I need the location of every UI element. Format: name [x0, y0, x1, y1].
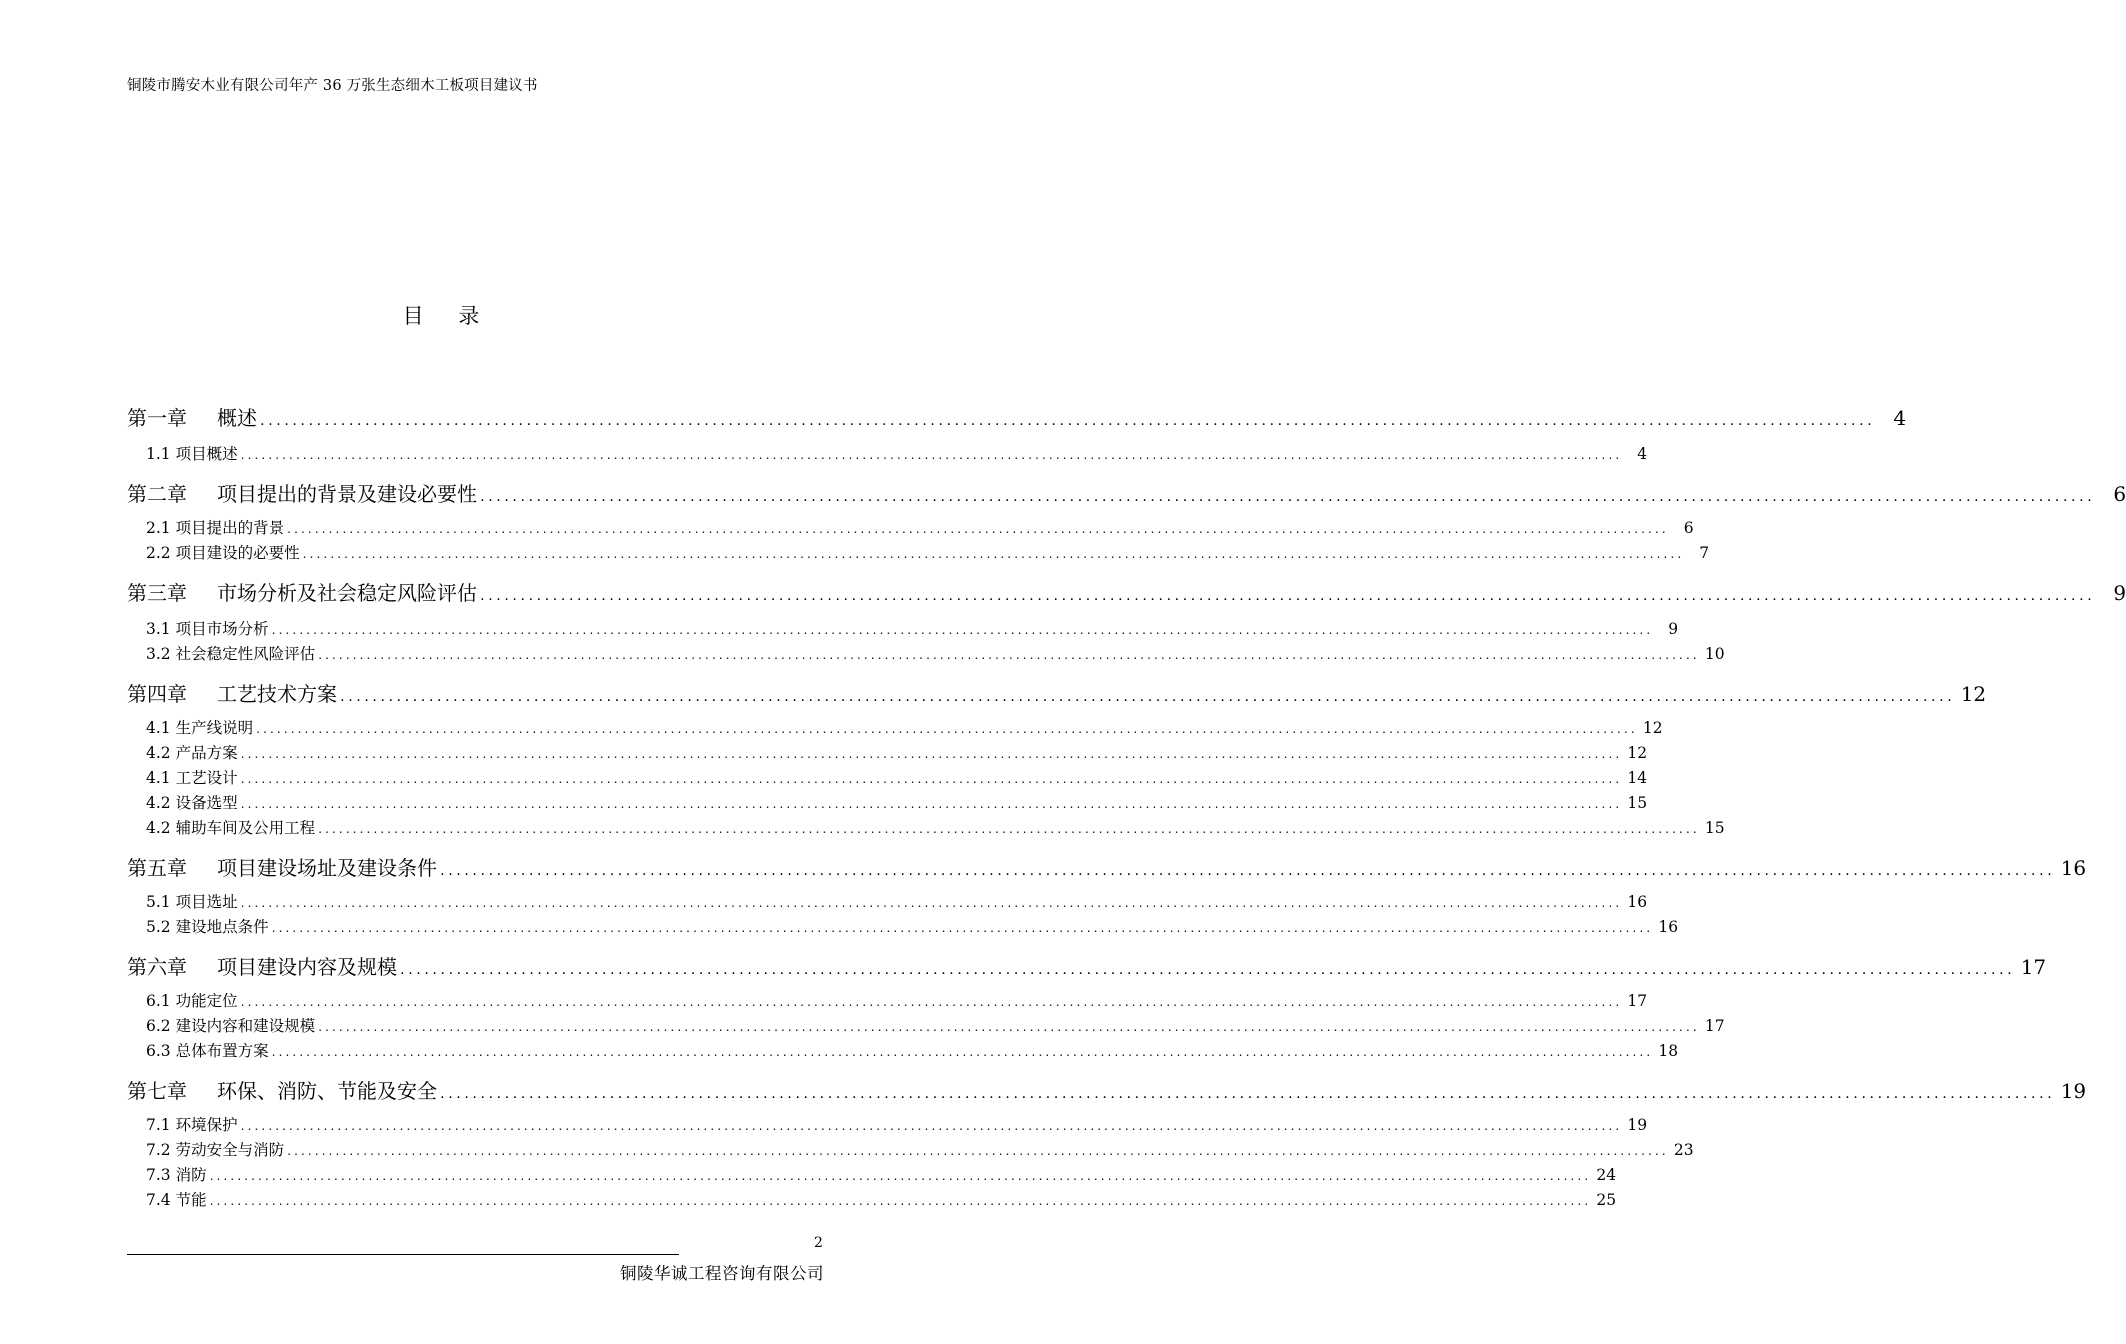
toc-section-entry[interactable]	[146, 541, 1710, 563]
toc-entry-title: 2.1 项目提出的背景	[146, 519, 285, 537]
toc-entry-label	[146, 1113, 238, 1135]
toc-entry-title: 7.1 环境保护	[146, 1116, 238, 1134]
toc-page-number: 17	[2020, 955, 2047, 979]
toc-section-entry[interactable]	[146, 442, 1648, 464]
footer-divider	[127, 1254, 679, 1255]
toc-entry-label	[146, 617, 269, 639]
toc-chapter-entry[interactable]	[127, 678, 1987, 707]
toc-dot-leader: ․․․․․․․․․․․․․․․․․․․․․․․․․․․․․․․․․․․․․․․․․․․․․․․․․․․․․․․․․․․․․․․․․․․․․․․․․․․․․․․․․․․․․․․․․․․․․․․․․․․․․․․․․․․․․․․․․․․․․․․․․․․․․․․․․․․․․․․․․․․․․․․․․․․․․․․․․․․․․․․․․․․․․․․․․․․․․․․․․․․․․․․․․․․․․․․․․․․․․․․․	[271, 921, 1654, 935]
toc-entry-title: 项目建设场址及建设条件	[217, 856, 437, 880]
toc-section-entry[interactable]	[146, 516, 1694, 538]
toc-entry-label	[146, 442, 238, 464]
toc-entry-label	[127, 678, 337, 707]
toc-page-number: 16	[2060, 856, 2087, 880]
toc-dot-leader: ․․․․․․․․․․․․․․․․․․․․․․․․․․․․․․․․․․․․․․․․․․․․․․․․․․․․․․․․․․․․․․․․․․․․․․․․․․․․․․․․․․․․․․․․․․․․․․․․․․․․․․․․․․․․․․․․․․․․․․․․․․․․․․․․․․․․․․․․․․․․․․․․․․․․․․․․․․․․․․․․․․․․․․․․․․․․․․․․․․․․․․․․․․․․․․․․․․․․․․․․	[480, 588, 2096, 604]
toc-page-number: 12	[1960, 682, 1987, 706]
toc-dot-leader: ․․․․․․․․․․․․․․․․․․․․․․․․․․․․․․․․․․․․․․․․․․․․․․․․․․․․․․․․․․․․․․․․․․․․․․․․․․․․․․․․․․․․․․․․․․․․․․․․․․․․․․․․․․․․․․․․․․․․․․․․․․․․․․․․․․․․․․․․․․․․․․․․․․․․․․․․․․․․․․․․․․․․․․․․․․․․․․․․․․․․․․․․․․․․․․․․․․․․․․․․	[440, 863, 2056, 879]
toc-entry-title: 3.2 社会稳定性风险评估	[146, 645, 316, 663]
toc-entry-title: 7.4 节能	[146, 1191, 207, 1209]
toc-section-entry[interactable]	[146, 890, 1648, 912]
toc-chapter-number: 第七章	[127, 1079, 187, 1103]
toc-page-number: 24	[1596, 1166, 1617, 1184]
toc-entry-label	[146, 741, 238, 763]
toc-page-number: 10	[1704, 645, 1725, 663]
toc-chapter-entry[interactable]	[127, 577, 2126, 606]
toc-page-number: 19	[2060, 1079, 2087, 1103]
toc-entry-label	[127, 951, 397, 980]
toc-entry-title: 4.1 工艺设计	[146, 769, 238, 787]
toc-dot-leader: ․․․․․․․․․․․․․․․․․․․․․․․․․․․․․․․․․․․․․․․․․․․․․․․․․․․․․․․․․․․․․․․․․․․․․․․․․․․․․․․․․․․․․․․․․․․․․․․․․․․․․․․․․․․․․․․․․․․․․․․․․․․․․․․․․․․․․․․․․․․․․․․․․․․․․․․․․․․․․․․․․․․․․․․․․․․․․․․․․․․․․․․․․․․․․․․․․․․․․․․․	[240, 772, 1623, 786]
toc-page-number: 4	[1637, 445, 1648, 463]
toc-dot-leader: ․․․․․․․․․․․․․․․․․․․․․․․․․․․․․․․․․․․․․․․․․․․․․․․․․․․․․․․․․․․․․․․․․․․․․․․․․․․․․․․․․․․․․․․․․․․․․․․․․․․․․․․․․․․․․․․․․․․․․․․․․․․․․․․․․․․․․․․․․․․․․․․․․․․․․․․․․․․․․․․․․․․․․․․․․․․․․․․․․․․․․․․․․․․․․․․․․․․․․․․․	[340, 689, 1956, 705]
toc-section-entry[interactable]	[146, 791, 1648, 813]
toc-page-number: 19	[1627, 1116, 1648, 1134]
toc-chapter-number: 第二章	[127, 482, 187, 506]
toc-chapter-number: 第五章	[127, 856, 187, 880]
toc-chapter-entry[interactable]	[127, 951, 2047, 980]
toc-dot-leader: ․․․․․․․․․․․․․․․․․․․․․․․․․․․․․․․․․․․․․․․․․․․․․․․․․․․․․․․․․․․․․․․․․․․․․․․․․․․․․․․․․․․․․․․․․․․․․․․․․․․․․․․․․․․․․․․․․․․․․․․․․․․․․․․․․․․․․․․․․․․․․․․․․․․․․․․․․․․․․․․․․․․․․․․․․․․․․․․․․․․․․․․․․․․․․․․․․․․․․․․․	[318, 648, 1700, 662]
toc-entry-title: 3.1 项目市场分析	[146, 620, 269, 638]
toc-dot-leader: ․․․․․․․․․․․․․․․․․․․․․․․․․․․․․․․․․․․․․․․․․․․․․․․․․․․․․․․․․․․․․․․․․․․․․․․․․․․․․․․․․․․․․․․․․․․․․․․․․․․․․․․․․․․․․․․․․․․․․․․․․․․․․․․․․․․․․․․․․․․․․․․․․․․․․․․․․․․․․․․․․․․․․․․․․․․․․․․․․․․․․․․․․․․․․․․․․․․․․․․․	[240, 1119, 1623, 1133]
toc-dot-leader: ․․․․․․․․․․․․․․․․․․․․․․․․․․․․․․․․․․․․․․․․․․․․․․․․․․․․․․․․․․․․․․․․․․․․․․․․․․․․․․․․․․․․․․․․․․․․․․․․․․․․․․․․․․․․․․․․․․․․․․․․․․․․․․․․․․․․․․․․․․․․․․․․․․․․․․․․․․․․․․․․․․․․․․․․․․․․․․․․․․․․․․․․․․․․․․․․․․․․․․․․	[240, 995, 1623, 1009]
toc-page-number: 16	[1658, 918, 1679, 936]
toc-page-number: 12	[1627, 744, 1648, 762]
toc-dot-leader: ․․․․․․․․․․․․․․․․․․․․․․․․․․․․․․․․․․․․․․․․․․․․․․․․․․․․․․․․․․․․․․․․․․․․․․․․․․․․․․․․․․․․․․․․․․․․․․․․․․․․․․․․․․․․․․․․․․․․․․․․․․․․․․․․․․․․․․․․․․․․․․․․․․․․․․․․․․․․․․․․․․․․․․․․․․․․․․․․․․․․․․․․․․․․․․․․․․․․․․․․	[271, 623, 1654, 637]
toc-section-entry[interactable]	[146, 915, 1679, 937]
toc-chapter-entry[interactable]	[127, 402, 1907, 431]
toc-entry-title: 7.2 劳动安全与消防	[146, 1141, 285, 1159]
toc-dot-leader: ․․․․․․․․․․․․․․․․․․․․․․․․․․․․․․․․․․․․․․․․․․․․․․․․․․․․․․․․․․․․․․․․․․․․․․․․․․․․․․․․․․․․․․․․․․․․․․․․․․․․․․․․․․․․․․․․․․․․․․․․․․․․․․․․․․․․․․․․․․․․․․․․․․․․․․․․․․․․․․․․․․․․․․․․․․․․․․․․․․․․․․․․․․․․․․․․․․․․․․․․	[240, 448, 1623, 462]
toc-entry-label	[127, 1075, 437, 1104]
toc-entry-title: 6.1 功能定位	[146, 992, 238, 1010]
toc-chapter-number: 第三章	[127, 581, 187, 605]
toc-section-entry[interactable]	[146, 989, 1648, 1011]
toc-entry-label	[146, 541, 300, 563]
toc-dot-leader: ․․․․․․․․․․․․․․․․․․․․․․․․․․․․․․․․․․․․․․․․․․․․․․․․․․․․․․․․․․․․․․․․․․․․․․․․․․․․․․․․․․․․․․․․․․․․․․․․․․․․․․․․․․․․․․․․․․․․․․․․․․․․․․․․․․․․․․․․․․․․․․․․․․․․․․․․․․․․․․․․․․․․․․․․․․․․․․․․․․․․․․․․․․․․․․․․․․․․․․․․	[240, 747, 1623, 761]
toc-entry-label	[146, 716, 253, 738]
toc-entry-label	[146, 516, 284, 538]
toc-entry-title: 环保、消防、节能及安全	[217, 1079, 437, 1103]
toc-chapter-number: 第四章	[127, 682, 187, 706]
toc-page-number: 4	[1893, 406, 1907, 430]
toc-page-number: 6	[1683, 519, 1694, 537]
toc-section-entry[interactable]	[146, 642, 1725, 664]
toc-entry-label	[146, 1039, 269, 1061]
toc-section-entry[interactable]	[146, 1138, 1694, 1160]
toc-entry-title: 5.2 建设地点条件	[146, 918, 269, 936]
toc-page-number: 15	[1627, 794, 1648, 812]
toc-page-number: 17	[1627, 992, 1648, 1010]
toc-entry-label	[146, 791, 238, 813]
toc-page-number: 23	[1673, 1141, 1694, 1159]
toc-section-entry[interactable]	[146, 816, 1725, 838]
toc-dot-leader: ․․․․․․․․․․․․․․․․․․․․․․․․․․․․․․․․․․․․․․․․․․․․․․․․․․․․․․․․․․․․․․․․․․․․․․․․․․․․․․․․․․․․․․․․․․․․․․․․․․․․․․․․․․․․․․․․․․․․․․․․․․․․․․․․․․․․․․․․․․․․․․․․․․․․․․․․․․․․․․․․․․․․․․․․․․․․․․․․․․․․․․․․․․․․․․․․․․․․․․․․	[400, 962, 2016, 978]
toc-entry-title: 7.3 消防	[146, 1166, 207, 1184]
toc-chapter-entry[interactable]	[127, 1075, 2087, 1104]
toc-entry-label	[146, 1163, 207, 1185]
toc-chapter-entry[interactable]	[127, 478, 2126, 507]
toc-entry-title: 工艺技术方案	[217, 682, 337, 706]
toc-dot-leader: ․․․․․․․․․․․․․․․․․․․․․․․․․․․․․․․․․․․․․․․․․․․․․․․․․․․․․․․․․․․․․․․․․․․․․․․․․․․․․․․․․․․․․․․․․․․․․․․․․․․․․․․․․․․․․․․․․․․․․․․․․․․․․․․․․․․․․․․․․․․․․․․․․․․․․․․․․․․․․․․․․․․․․․․․․․․․․․․․․․․․․․․․․․․․․․․․․․․․․․․․	[240, 797, 1623, 811]
toc-dot-leader: ․․․․․․․․․․․․․․․․․․․․․․․․․․․․․․․․․․․․․․․․․․․․․․․․․․․․․․․․․․․․․․․․․․․․․․․․․․․․․․․․․․․․․․․․․․․․․․․․․․․․․․․․․․․․․․․․․․․․․․․․․․․․․․․․․․․․․․․․․․․․․․․․․․․․․․․․․․․․․․․․․․․․․․․․․․․․․․․․․․․․․․․․․․․․․․․․․․․․․․․․	[209, 1169, 1592, 1183]
toc-section-entry[interactable]	[146, 1014, 1725, 1036]
toc-entry-title: 4.1 生产线说明	[146, 719, 254, 737]
toc-entry-title: 4.2 设备选型	[146, 794, 238, 812]
toc-section-entry[interactable]	[146, 716, 1663, 738]
toc-entry-title: 项目提出的背景及建设必要性	[217, 482, 477, 506]
toc-chapter-entry[interactable]	[127, 852, 2087, 881]
toc-section-entry[interactable]	[146, 1163, 1617, 1185]
toc-page-number: 9	[2113, 581, 2126, 605]
toc-dot-leader: ․․․․․․․․․․․․․․․․․․․․․․․․․․․․․․․․․․․․․․․․․․․․․․․․․․․․․․․․․․․․․․․․․․․․․․․․․․․․․․․․․․․․․․․․․․․․․․․․․․․․․․․․․․․․․․․․․․․․․․․․․․․․․․․․․․․․․․․․․․․․․․․․․․․․․․․․․․․․․․․․․․․․․․․․․․․․․․․․․․․․․․․․․․․․․․․․․․․․․․․․	[302, 547, 1685, 561]
toc-entry-label	[146, 1138, 284, 1160]
toc-section-entry[interactable]	[146, 766, 1648, 788]
toc-entry-title: 概述	[217, 406, 257, 430]
toc-dot-leader: ․․․․․․․․․․․․․․․․․․․․․․․․․․․․․․․․․․․․․․․․․․․․․․․․․․․․․․․․․․․․․․․․․․․․․․․․․․․․․․․․․․․․․․․․․․․․․․․․․․․․․․․․․․․․․․․․․․․․․․․․․․․․․․․․․․․․․․․․․․․․․․․․․․․․․․․․․․․․․․․․․․․․․․․․․․․․․․․․․․․․․․․․․․․․․․․․․․․․․․․․	[209, 1194, 1592, 1208]
toc-entry-label	[127, 852, 437, 881]
toc-entry-label	[146, 989, 238, 1011]
toc-page-number: 12	[1642, 719, 1663, 737]
toc-entry-label	[146, 915, 269, 937]
toc-heading: 目 录	[402, 304, 494, 328]
toc-entry-label	[127, 577, 477, 606]
toc-dot-leader: ․․․․․․․․․․․․․․․․․․․․․․․․․․․․․․․․․․․․․․․․․․․․․․․․․․․․․․․․․․․․․․․․․․․․․․․․․․․․․․․․․․․․․․․․․․․․․․․․․․․․․․․․․․․․․․․․․․․․․․․․․․․․․․․․․․․․․․․․․․․․․․․․․․․․․․․․․․․․․․․․․․․․․․․․․․․․․․․․․․․․․․․․․․․․․․․․․․․․․․․․	[256, 722, 1638, 736]
toc-entry-title: 市场分析及社会稳定风险评估	[217, 581, 477, 605]
toc-entry-title: 4.2 辅助车间及公用工程	[146, 819, 316, 837]
toc-page-number: 18	[1658, 1042, 1679, 1060]
toc-entry-label	[146, 1014, 315, 1036]
toc-dot-leader: ․․․․․․․․․․․․․․․․․․․․․․․․․․․․․․․․․․․․․․․․․․․․․․․․․․․․․․․․․․․․․․․․․․․․․․․․․․․․․․․․․․․․․․․․․․․․․․․․․․․․․․․․․․․․․․․․․․․․․․․․․․․․․․․․․․․․․․․․․․․․․․․․․․․․․․․․․․․․․․․․․․․․․․․․․․․․․․․․․․․․․․․․․․․․․․․․․․․․․․․․	[260, 413, 1876, 429]
toc-dot-leader: ․․․․․․․․․․․․․․․․․․․․․․․․․․․․․․․․․․․․․․․․․․․․․․․․․․․․․․․․․․․․․․․․․․․․․․․․․․․․․․․․․․․․․․․․․․․․․․․․․․․․․․․․․․․․․․․․․․․․․․․․․․․․․․․․․․․․․․․․․․․․․․․․․․․․․․․․․․․․․․․․․․․․․․․․․․․․․․․․․․․․․․․․․․․․․․․․․․․․․․․․	[440, 1086, 2056, 1102]
toc-entry-title: 2.2 项目建设的必要性	[146, 544, 300, 562]
toc-section-entry[interactable]	[146, 1188, 1617, 1210]
toc-entry-label	[146, 766, 238, 788]
toc-page-number: 16	[1627, 893, 1648, 911]
toc-page-number: 14	[1627, 769, 1648, 787]
toc-entry-label	[146, 642, 315, 664]
toc-section-entry[interactable]	[146, 617, 1679, 639]
toc-entry-title: 6.2 建设内容和建设规模	[146, 1017, 316, 1035]
toc-dot-leader: ․․․․․․․․․․․․․․․․․․․․․․․․․․․․․․․․․․․․․․․․․․․․․․․․․․․․․․․․․․․․․․․․․․․․․․․․․․․․․․․․․․․․․․․․․․․․․․․․․․․․․․․․․․․․․․․․․․․․․․․․․․․․․․․․․․․․․․․․․․․․․․․․․․․․․․․․․․․․․․․․․․․․․․․․․․․․․․․․․․․․․․․․․․․․․․․․․․․․․․․․	[287, 1144, 1669, 1158]
toc-entry-title: 1.1 项目概述	[146, 445, 238, 463]
toc-chapter-number: 第六章	[127, 955, 187, 979]
toc-dot-leader: ․․․․․․․․․․․․․․․․․․․․․․․․․․․․․․․․․․․․․․․․․․․․․․․․․․․․․․․․․․․․․․․․․․․․․․․․․․․․․․․․․․․․․․․․․․․․․․․․․․․․․․․․․․․․․․․․․․․․․․․․․․․․․․․․․․․․․․․․․․․․․․․․․․․․․․․․․․․․․․․․․․․․․․․․․․․․․․․․․․․․․․․․․․․․․․․․․․․․․․․․	[240, 896, 1623, 910]
toc-section-entry[interactable]	[146, 1039, 1679, 1061]
footer-company-name: 铜陵华诚工程咨询有限公司	[620, 1264, 824, 1283]
toc-entry-label	[146, 1188, 207, 1210]
toc-entry-label	[127, 478, 477, 507]
toc-dot-leader: ․․․․․․․․․․․․․․․․․․․․․․․․․․․․․․․․․․․․․․․․․․․․․․․․․․․․․․․․․․․․․․․․․․․․․․․․․․․․․․․․․․․․․․․․․․․․․․․․․․․․․․․․․․․․․․․․․․․․․․․․․․․․․․․․․․․․․․․․․․․․․․․․․․․․․․․․․․․․․․․․․․․․․․․․․․․․․․․․․․․․․․․․․․․․․․․․․․․․․․․․	[271, 1045, 1654, 1059]
toc-dot-leader: ․․․․․․․․․․․․․․․․․․․․․․․․․․․․․․․․․․․․․․․․․․․․․․․․․․․․․․․․․․․․․․․․․․․․․․․․․․․․․․․․․․․․․․․․․․․․․․․․․․․․․․․․․․․․․․․․․․․․․․․․․․․․․․․․․․․․․․․․․․․․․․․․․․․․․․․․․․․․․․․․․․․․․․․․․․․․․․․․․․․․․․․․․․․․․․․․․․․․․․․․	[318, 1020, 1700, 1034]
toc-dot-leader: ․․․․․․․․․․․․․․․․․․․․․․․․․․․․․․․․․․․․․․․․․․․․․․․․․․․․․․․․․․․․․․․․․․․․․․․․․․․․․․․․․․․․․․․․․․․․․․․․․․․․․․․․․․․․․․․․․․․․․․․․․․․․․․․․․․․․․․․․․․․․․․․․․․․․․․․․․․․․․․․․․․․․․․․․․․․․․․․․․․․․․․․․․․․․․․․․․․․․․․․․	[287, 522, 1669, 536]
toc-page-number: 7	[1699, 544, 1710, 562]
document-header-title: 铜陵市腾安木业有限公司年产 36 万张生态细木工板项目建议书	[127, 78, 538, 94]
toc-entry-label	[146, 816, 315, 838]
toc-page-number: 9	[1668, 620, 1679, 638]
toc-entry-title: 项目建设内容及规模	[217, 955, 397, 979]
toc-page-number: 15	[1704, 819, 1725, 837]
toc-page-number: 6	[2113, 482, 2126, 506]
toc-section-entry[interactable]	[146, 741, 1648, 763]
toc-section-entry[interactable]	[146, 1113, 1648, 1135]
toc-page-number: 17	[1704, 1017, 1725, 1035]
toc-page-number: 25	[1596, 1191, 1617, 1209]
toc-chapter-number: 第一章	[127, 406, 187, 430]
toc-entry-title: 4.2 产品方案	[146, 744, 238, 762]
toc-entry-title: 5.1 项目选址	[146, 893, 238, 911]
toc-entry-label	[146, 890, 238, 912]
page-number: 2	[814, 1235, 823, 1251]
toc-dot-leader: ․․․․․․․․․․․․․․․․․․․․․․․․․․․․․․․․․․․․․․․․․․․․․․․․․․․․․․․․․․․․․․․․․․․․․․․․․․․․․․․․․․․․․․․․․․․․․․․․․․․․․․․․․․․․․․․․․․․․․․․․․․․․․․․․․․․․․․․․․․․․․․․․․․․․․․․․․․․․․․․․․․․․․․․․․․․․․․․․․․․․․․․․․․․․․․․․․․․․․․․․	[480, 489, 2096, 505]
toc-entry-title: 6.3 总体布置方案	[146, 1042, 269, 1060]
toc-entry-label	[127, 402, 257, 431]
toc-dot-leader: ․․․․․․․․․․․․․․․․․․․․․․․․․․․․․․․․․․․․․․․․․․․․․․․․․․․․․․․․․․․․․․․․․․․․․․․․․․․․․․․․․․․․․․․․․․․․․․․․․․․․․․․․․․․․․․․․․․․․․․․․․․․․․․․․․․․․․․․․․․․․․․․․․․․․․․․․․․․․․․․․․․․․․․․․․․․․․․․․․․․․․․․․․․․․․․․․․․․․․․․․	[318, 822, 1700, 836]
